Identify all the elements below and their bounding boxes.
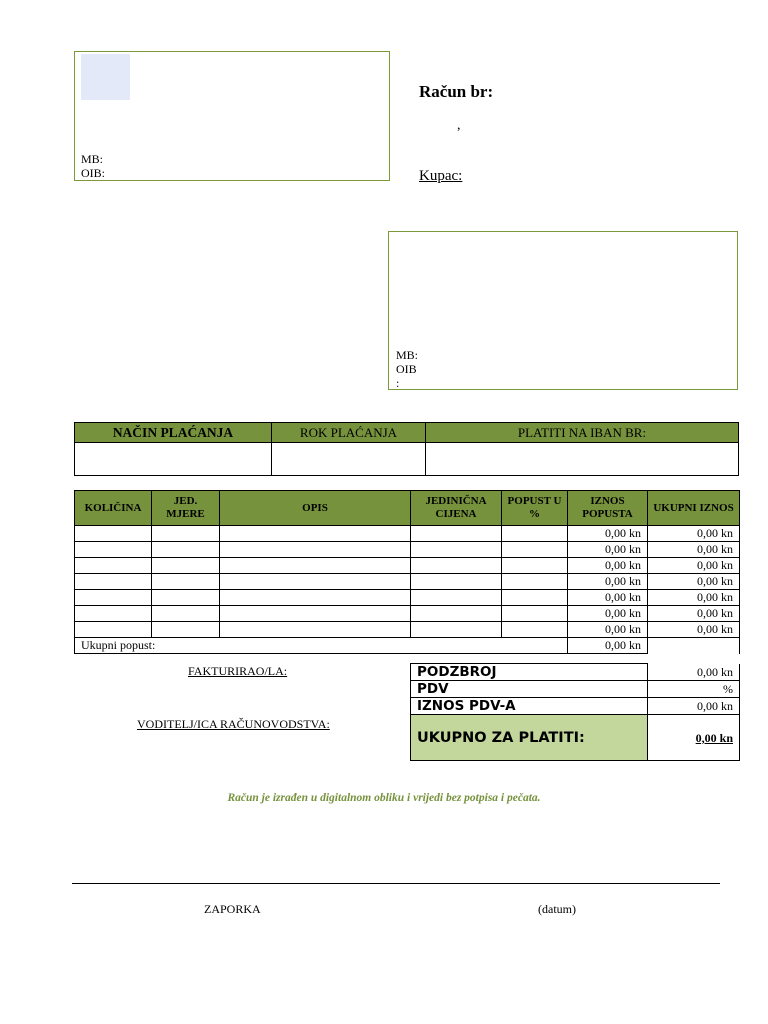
payment-header-row <box>75 423 739 443</box>
vat-amount-row <box>411 698 740 715</box>
payment-table <box>74 422 739 476</box>
col-ukupni-iznos: UKUPNI IZNOS <box>648 491 740 526</box>
table-row <box>75 542 740 558</box>
col-kolicina: KOLIČINA <box>75 491 152 526</box>
totals-table <box>410 663 740 761</box>
issued-by-label: FAKTURIRAO/LA: <box>188 664 288 678</box>
payment-method-field[interactable] <box>75 443 272 476</box>
buyer-mb-label: MB: <box>396 348 419 362</box>
payment-due-header: ROK PLAĆANJA <box>272 423 426 443</box>
row-discount-amount: 0,00 kn <box>568 542 648 558</box>
row-discount-amount: 0,00 kn <box>568 526 648 542</box>
subtotal-value: 0,00 kn <box>648 664 740 681</box>
row-discount-amount: 0,00 kn <box>568 574 648 590</box>
buyer-info-box <box>388 231 738 390</box>
row-total: 0,00 kn <box>648 622 740 638</box>
vat-label: PDV <box>411 681 648 698</box>
col-popust: POPUST U % <box>502 491 568 526</box>
payment-value-row <box>75 443 739 476</box>
vat-amount-value: 0,00 kn <box>648 698 740 715</box>
buyer-oib-label: OIB <box>396 362 417 376</box>
head-accountant-label: VODITELJ/ICA RAČUNOVODSTVA: <box>137 717 330 731</box>
col-iznos-popusta: IZNOS POPUSTA <box>568 491 648 526</box>
vat-amount-label: IZNOS PDV-A <box>411 698 648 715</box>
row-total: 0,00 kn <box>648 606 740 622</box>
password-label: ZAPORKA <box>204 902 261 916</box>
total-discount-value: 0,00 kn <box>568 638 648 654</box>
grand-total-row <box>411 715 740 761</box>
table-row <box>75 606 740 622</box>
payment-method-header: NAČIN PLAĆANJA <box>75 423 272 443</box>
digital-invoice-note: Račun je izrađen u digitalnom obliku i vrijedi bez potpisa i pečata. <box>227 792 541 804</box>
invoice-comma: , <box>457 118 461 133</box>
table-row <box>75 526 740 542</box>
items-table <box>74 490 740 654</box>
vat-row <box>411 681 740 698</box>
row-total: 0,00 kn <box>648 590 740 606</box>
payment-due-field[interactable] <box>272 443 426 476</box>
items-header-row <box>75 491 740 526</box>
row-total: 0,00 kn <box>648 558 740 574</box>
row-discount-amount: 0,00 kn <box>568 558 648 574</box>
row-total: 0,00 kn <box>648 526 740 542</box>
row-discount-amount: 0,00 kn <box>568 606 648 622</box>
seller-oib-label: OIB: <box>81 166 105 180</box>
invoice-number-label: Račun br: <box>419 82 494 101</box>
col-jed-mjere: JED. MJERE <box>152 491 220 526</box>
table-row <box>75 590 740 606</box>
total-discount-row <box>75 638 740 654</box>
subtotal-label: PODZBROJ <box>411 664 648 681</box>
logo-placeholder <box>81 54 130 100</box>
subtotal-row <box>411 664 740 681</box>
total-discount-label: Ukupni popust: <box>75 638 568 654</box>
payment-iban-header: PLATITI NA IBAN BR: <box>426 423 739 443</box>
buyer-oib-colon: : <box>396 376 400 390</box>
date-label: (datum) <box>538 902 576 916</box>
vat-value: % <box>648 681 740 698</box>
grand-total-label: UKUPNO ZA PLATITI: <box>411 715 648 761</box>
table-row <box>75 574 740 590</box>
payment-iban-field[interactable] <box>426 443 739 476</box>
col-jedinicna-cijena: JEDINIČNA CIJENA <box>411 491 502 526</box>
row-total: 0,00 kn <box>648 574 740 590</box>
buyer-label: Kupac: <box>419 168 463 184</box>
table-row <box>75 558 740 574</box>
table-row <box>75 622 740 638</box>
grand-total-value: 0,00 kn <box>648 715 740 761</box>
seller-mb-label: MB: <box>81 152 104 166</box>
col-opis: OPIS <box>220 491 411 526</box>
footer-divider <box>72 883 720 884</box>
row-discount-amount: 0,00 kn <box>568 590 648 606</box>
row-total: 0,00 kn <box>648 542 740 558</box>
row-discount-amount: 0,00 kn <box>568 622 648 638</box>
